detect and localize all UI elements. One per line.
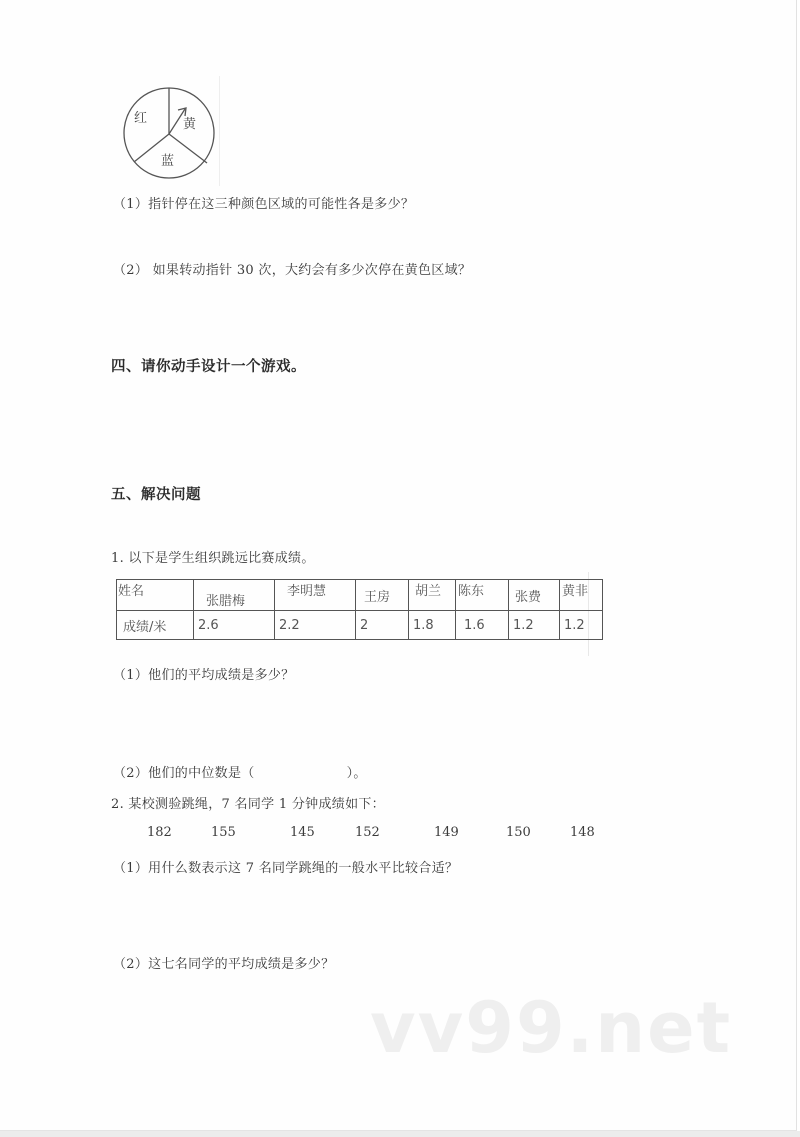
table-row-scores [117,611,603,640]
table-name-cell: 李明慧 [275,580,356,611]
table-score-cell: 2 [356,611,409,640]
problem-2-question-1: （1）用什么数表示这 7 名同学跳绳的一般水平比较合适？ [113,861,459,876]
problem-2-intro: 2. 某校测验跳绳，7 名同学 1 分钟成绩如下： [111,797,385,812]
jump-number: 149 [434,825,459,840]
table-name-cell: 胡兰 [409,580,456,611]
watermark: vv99.net [370,987,733,1069]
table-score-cell: 2.2 [275,611,356,640]
spinner-label-blue: 蓝 [161,154,175,169]
jump-number: 155 [211,825,236,840]
problem-2-question-2: （2）这七名同学的平均成绩是多少？ [113,957,335,972]
table-score-cell: 1.6 [456,611,509,640]
jump-number: 148 [570,825,595,840]
long-jump-scores-table [116,579,603,640]
problem-1-question-1: （1）他们的平均成绩是多少？ [113,668,295,683]
table-name-cell: 陈东 [456,580,509,611]
table-name-cell: 王房 [356,580,409,611]
table-value-label: 成绩/米 [117,611,194,640]
spinner-label-yellow: 黄 [183,117,197,132]
table-row-names [117,580,603,611]
table-score-cell: 1.8 [409,611,456,640]
section-5-heading: 五、解决问题 [111,487,201,503]
jump-number: 152 [355,825,380,840]
table-score-cell: 1.2 [560,611,603,640]
problem-1-question-2 [113,762,367,781]
jump-number: 182 [147,825,172,840]
jump-number: 145 [290,825,315,840]
problem-1-intro: 1. 以下是学生组织跳远比赛成绩。 [111,551,315,566]
page-bottom-edge [0,1131,800,1137]
spinner-figure [118,86,222,180]
median-question-prefix: （2）他们的中位数是（ [113,766,255,781]
spinner-question-1: （1）指针停在这三种颜色区域的可能性各是多少？ [113,197,415,212]
table-header-label: 姓名 [117,580,194,611]
section-4-heading: 四、请你动手设计一个游戏。 [111,359,306,375]
table-score-cell: 1.2 [509,611,560,640]
median-question-suffix: ）。 [346,766,367,781]
table-name-cell: 张腊梅 [194,580,275,611]
jump-number: 150 [506,825,531,840]
table-name-cell: 黄非 [560,580,603,611]
spinner-question-2: （2） 如果转动指针 30 次，大约会有多少次停在黄色区域？ [113,263,472,278]
spinner-label-red: 红 [134,111,148,126]
table-score-cell: 2.6 [194,611,275,640]
table-name-cell: 张费 [509,580,560,611]
